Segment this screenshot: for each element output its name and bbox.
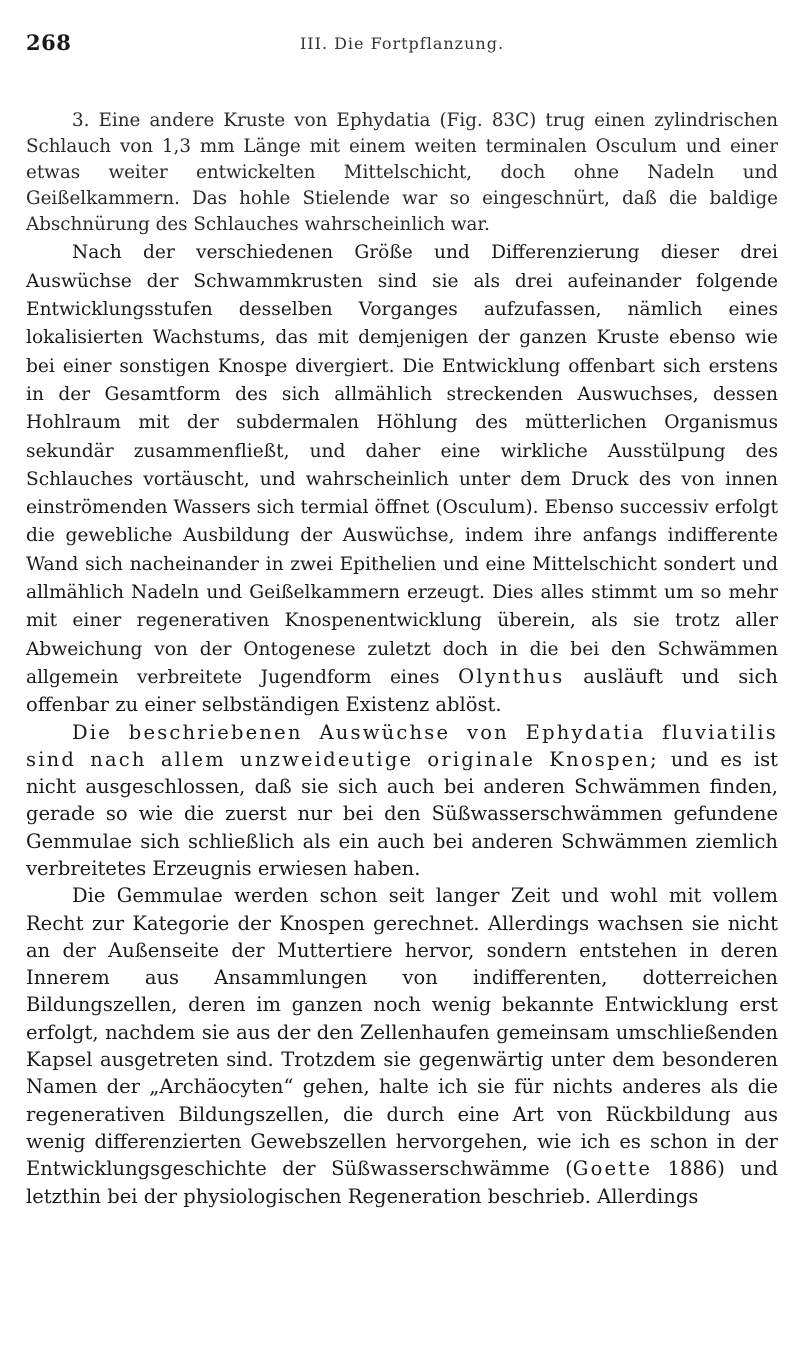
page-number: 268 — [26, 30, 72, 55]
paragraph-text: 3. Eine andere Kruste von Ephydatia (Fig. 83C) trug einen zylindrischen Schlauch von 1,3 mm Länge mit einem weiten terminalen Osculum und einer etwas weiter entwickelten Mittelschicht, doch ohne Nadeln und Geißelkammern. Das hohle Stielende war so eingeschnürt, daß die baldige Abschnürung des Schlauches wahrscheinlich war. — [26, 110, 778, 236]
emphasized-term: Olynthus — [458, 664, 565, 688]
body-text — [26, 108, 778, 1210]
paragraph-4 — [26, 882, 778, 1210]
paragraph-text: ausläuft und sich offenbar zu einer selbständigen Existenz ablöst. — [26, 664, 778, 717]
paragraph-text: Die Gemmulae werden schon seit langer Zeit und wohl mit vollem Recht zur Kategorie der Knospen gerechnet. Allerdings wachsen sie nicht an der Außenseite der Muttertiere hervor, sondern entstehen in deren Innerem aus Ansammlungen von indifferenten, dotterreichen Bildungszellen, deren im ganzen noch wenig bekannte Entwicklung erst erfolgt, nachdem sie aus der den Zellenhaufen gemeinsam umschließenden Kapsel ausgetreten sind. Trotzdem sie gegenwärtig unter dem besonderen Namen der „Archäocyten“ gehen, halte ich sie für nichts anderes als die regenerativen Bildungszellen, die durch eine Art von Rückbildung aus wenig differenzierten Gewebszellen hervorgehen, wie ich es schon in der Entwicklungsgeschichte der Süßwasserschwämme ( — [26, 884, 778, 1181]
paragraph-3 — [26, 719, 778, 883]
paragraph-text: und es ist nicht ausgeschlossen, daß sie sich auch bei anderen Schwämmen finden, gerade so wie die zuerst nur bei den Süßwasserschwämmen gefundene Gemmulae sich schließlich als ein auch bei anderen Schwämmen ziemlich verbreitetes Erzeugnis erwiesen haben. — [26, 747, 778, 880]
paragraph-1 — [26, 108, 778, 238]
paragraph-text: Nach der verschiedenen Größe und Differenzierung dieser drei Auswüchse der Schwammkrusten sind sie als drei aufeinander folgende Entwicklungsstufen desselben Vorganges aufzufassen, nämlich eines lokalisierten Wachstums, das mit demjenigen der ganzen Kruste ebenso wie bei einer sonstigen Knospe divergiert. Die Entwicklung offenbart sich erstens in der Gesamtform des sich allmählich streckenden Auswuchses, dessen Hohlraum mit der subdermalen Höhlung des mütterlichen Organismus sekundär zusammenfließt, und daher eine wirkliche Ausstülpung des Schlauches vortäuscht, und wahrscheinlich unter dem Druck des von innen einströmenden Wassers sich termial öffnet (Osculum). Ebenso successiv erfolgt die gewebliche Ausbildung der Auswüchse, indem ihre anfangs indifferente Wand sich nacheinander in zwei Epithelien und eine Mittelschicht sondert und allmählich Nadeln und Geißelkammern erzeugt. Dies alles stimmt um so mehr mit einer regenerativen Knospenentwicklung überein, als sie trotz aller Abweichung von der Ontogenese zuletzt doch in die bei den Schwämmen allgemein verbreitete Jugendform eines — [26, 242, 778, 688]
paragraph-2 — [26, 238, 778, 718]
page-header — [26, 28, 778, 62]
emphasized-statement: Die beschriebenen Auswüchse von Ephydatia fluviatilis sind nach allem unzweideutige originale Knospen; — [26, 720, 778, 771]
author-citation: Goette — [572, 1157, 653, 1181]
running-head: III. Die Fortpflanzung. — [299, 34, 505, 53]
paragraph-text: 1886) und letzthin bei der physiologischen Regeneration beschrieb. Allerdings — [26, 1157, 779, 1208]
